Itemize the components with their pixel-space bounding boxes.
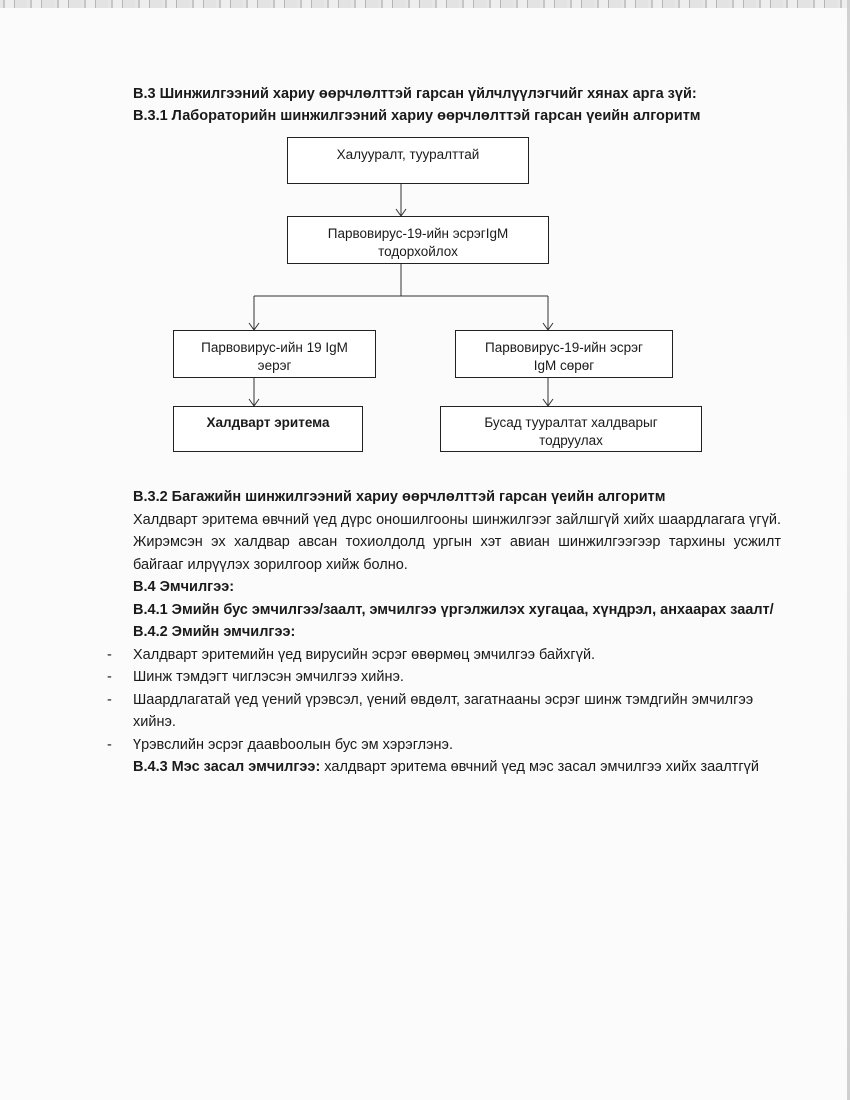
bullet-text: Шинж тэмдэгт чиглэсэн эмчилгээ хийнэ.	[133, 669, 404, 685]
section-b43-title: B.4.3 Мэс засал эмчилгээ:	[133, 759, 321, 775]
bullet-item	[107, 644, 781, 667]
flow-box-start	[287, 137, 529, 184]
bullet-item	[107, 689, 781, 734]
flow-box-positive-line1: Парвовирус-ийн 19 IgM	[201, 340, 348, 355]
flow-box-result-negative-line2: тодруулах	[539, 433, 603, 448]
body-text	[107, 486, 781, 779]
flow-box-negative-line1: Парвовирус-19-ийн эсрэг	[485, 340, 643, 355]
flow-box-test-line2: тодорхойлох	[378, 244, 458, 259]
heading-b31: B.3.1 Лабораторийн шинжилгээний хариу өөрчлөлттэй гарсан үеийн алгоритм	[133, 108, 701, 124]
bullet-text: Халдварт эритемийн үед вирусийн эсрэг өвөрмөц эмчилгээ байхгүй.	[133, 646, 596, 663]
section-b4-title: B.4 Эмчилгээ:	[133, 579, 235, 595]
section-b43-text: халдварт эритема өвчний үед мэс засал эмчилгээ хийх заалтгүй	[320, 759, 759, 775]
bullet-text: Шаардлагатай үед үений үрэвсэл, үений өвдөлт, загатнааны эсрэг шинж тэмдгийн эмчилгээ хийнэ.	[133, 691, 754, 730]
flow-box-positive-line2: эерэг	[257, 358, 292, 373]
flow-box-test-line1: Парвовирус-19-ийн эсрэгIgM	[327, 226, 509, 241]
bullet-dash: -	[107, 669, 112, 685]
flow-box-result-negative-line1: Бусад тууралтат халдварыг	[484, 415, 658, 430]
bullet-item	[107, 734, 781, 757]
flow-box-negative-line2: IgM сөрөг	[533, 358, 595, 373]
flow-box-result-negative	[440, 406, 702, 452]
section-b32-title: B.3.2 Багажийн шинжилгээний хариу өөрчлөлттэй гарсан үеийн алгоритм	[133, 489, 666, 505]
bullet-item	[107, 666, 781, 689]
bullet-dash: -	[107, 691, 112, 708]
section-b32-text: Халдварт эритема өвчний үед дүрс оношилгооны шинжилгээг зайлшгүй хийх шаардлагага үгүй. Жирэмсэн эх халдвар авсан тохиолдолд ургын хэт авиан шинжилгээгээр тархины усжилт байгааг илрүүлэх зорилгоор хийж болно.	[133, 511, 781, 573]
flow-box-result-positive	[173, 406, 363, 452]
flow-box-positive	[173, 330, 376, 378]
bullet-dash: -	[107, 646, 112, 663]
section-b43	[133, 756, 781, 779]
flow-box-negative	[455, 330, 673, 378]
section-b42-title: B.4.2 Эмийн эмчилгээ:	[133, 624, 296, 640]
section-b41-title: B.4.1 Эмийн бус эмчилгээ/заалт, эмчилгээ үргэлжилэх хугацаа, хүндрэл, анхаарах заалт/	[133, 601, 774, 618]
bullet-text: Үрэвслийн эсрэг даавbooлын бус эм хэрэглэнэ.	[133, 736, 453, 753]
flow-box-result-positive-label: Халдварт эритема	[206, 415, 330, 430]
bullet-dash: -	[107, 736, 112, 753]
heading-b3: B.3 Шинжилгээний хариу өөрчлөлттэй гарсан үйлчлүүлэгчийг хянах арга зүй:	[133, 86, 697, 102]
flow-box-test	[287, 216, 549, 264]
flow-box-start-label: Халууралт, тууралттай	[336, 147, 480, 162]
